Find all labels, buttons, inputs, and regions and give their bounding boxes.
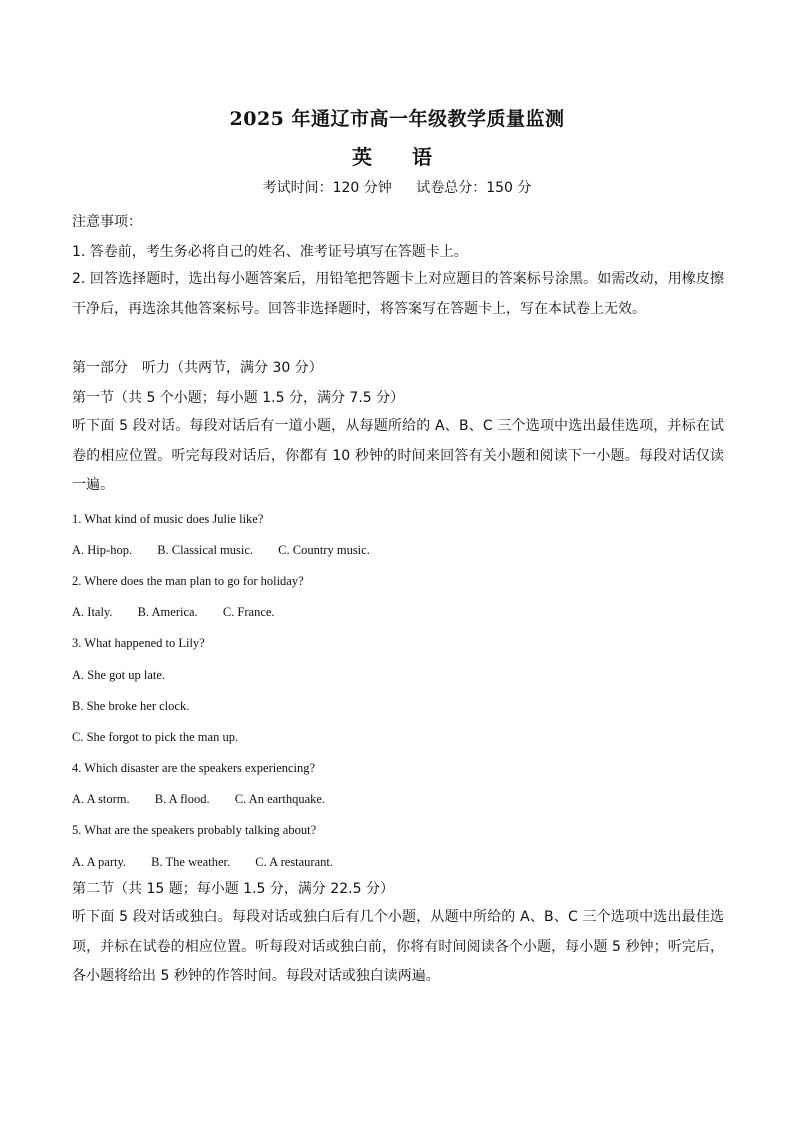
question-5-options xyxy=(72,853,333,871)
question-3: 3. What happened to Lily? xyxy=(72,636,205,650)
section2-heading: 第二节（共 15 题；每小题 1.5 分，满分 22.5 分） xyxy=(72,881,394,897)
option-a: A. A storm. xyxy=(72,792,130,806)
question-2: 2. Where does the man plan to go for holiday? xyxy=(72,574,304,588)
option-b: B. A flood. xyxy=(154,792,210,806)
option-b: B. Classical music. xyxy=(157,543,254,557)
option-a: A. A party. xyxy=(72,855,127,869)
notice-item-1: 1. 答卷前，考生务必将自己的姓名、准考证号填写在答题卡上。 xyxy=(72,244,468,260)
exam-meta xyxy=(0,177,794,197)
option-b: B. The weather. xyxy=(151,855,231,869)
exam-time: 考试时间：120 分钟 xyxy=(262,180,392,196)
question-3-option-c: C. She forgot to pick the man up. xyxy=(72,730,239,744)
question-2-options xyxy=(72,603,275,621)
option-a: A. Hip-hop. xyxy=(72,543,133,557)
section1-heading: 第一节（共 5 个小题；每小题 1.5 分，满分 7.5 分） xyxy=(72,390,405,406)
option-b: B. America. xyxy=(137,605,198,619)
part1-heading: 第一部分 听力（共两节，满分 30 分） xyxy=(72,360,323,376)
exam-title: 2025 年通辽市高一年级教学质量监测 xyxy=(229,108,565,130)
option-c: C. France. xyxy=(222,605,275,619)
exam-total-score: 试卷总分：150 分 xyxy=(416,180,532,196)
option-c: C. A restaurant. xyxy=(255,855,333,869)
question-1: 1. What kind of music does Julie like? xyxy=(72,512,264,526)
notice-heading: 注意事项： xyxy=(72,214,142,230)
option-c: C. An earthquake. xyxy=(234,792,326,806)
option-c: C. Country music. xyxy=(278,543,370,557)
section2-instruction: 听下面 5 段对话或独白。每段对话或独白后有几个小题，从题中所给的 A、B、C 三个选项中选出最佳选项，并标在试卷的相应位置。听每段对话或独白前，你将有时间阅读各个小题，每小题 5 秒钟；听完后，各小题将给出 5 秒钟的作答时间。每段对话或独白读两遍。 xyxy=(72,909,724,984)
question-4-options xyxy=(72,790,325,808)
question-3-option-b: B. She broke her clock. xyxy=(72,699,190,713)
question-5: 5. What are the speakers probably talking about? xyxy=(72,823,317,837)
question-1-options xyxy=(72,541,370,559)
question-3-option-a: A. She got up late. xyxy=(72,668,166,682)
section1-instruction: 听下面 5 段对话。每段对话后有一道小题，从每题所给的 A、B、C 三个选项中选出最佳选项，并标在试卷的相应位置。听完每段对话后，你都有 10 秒钟的时间来回答有关小题和阅读下一小题。每段对话仅读一遍。 xyxy=(72,418,724,493)
question-4: 4. Which disaster are the speakers experiencing? xyxy=(72,761,316,775)
notice-item-2: 2. 回答选择题时，选出每小题答案后，用铅笔把答题卡上对应题目的答案标号涂黑。如需改动，用橡皮擦干净后，再选涂其他答案标号。回答非选择题时，将答案写在答题卡上，写在本试卷上无效。 xyxy=(72,271,724,317)
subject-title: 英 语 xyxy=(352,145,442,169)
option-a: A. Italy. xyxy=(72,605,113,619)
